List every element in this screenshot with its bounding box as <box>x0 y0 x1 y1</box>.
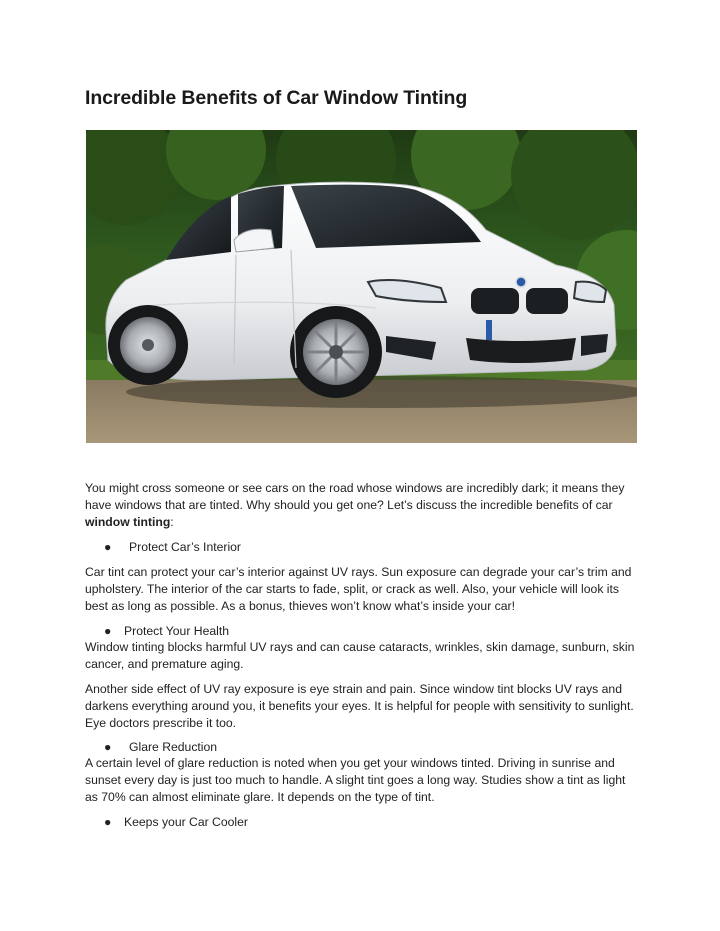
white-sedan-photo <box>86 130 637 443</box>
car-illustration <box>86 130 637 443</box>
bullet-icon: ● <box>104 740 112 754</box>
page-title: Incredible Benefits of Car Window Tinting <box>85 87 468 109</box>
intro-paragraph <box>85 480 640 531</box>
paragraph-protect-interior: Car tint can protect your car’s interior against UV rays. Sun exposure can degrade your car’s trim and upholstery. The interior of the car starts to fade, split, or crack as well. Also, your vehicle will look its best as long as possible. As a bonus, thieves won’t know what’s inside your car! <box>85 565 632 613</box>
intro-text: You might cross someone or see cars on the road whose windows are incredibly dark; it means they have windows that are tinted. Why should you get one? Let’s discuss the incredible benefits of car <box>85 481 625 512</box>
bullet-icon: ● <box>104 815 112 829</box>
section-heading: Protect Your Health <box>124 624 230 638</box>
paragraph-glare-reduction: A certain level of glare reduction is noted when you get your windows tinted. Driving in sunrise and sunset every day is just too much to handle. A slight tint goes a long way. Studies show a tint as light as 70% can almost eliminate glare. It depends on the type of tint. <box>85 756 626 804</box>
bullet-protect-health <box>104 623 229 640</box>
bullet-protect-interior <box>104 539 241 556</box>
paragraph-protect-health-2: Another side effect of UV ray exposure is eye strain and pain. Since window tint blocks UV rays and darkens everything around you, it benefits your eyes. It is helpful for people with sensitivity to sunlight. Eye doctors prescribe it too. <box>85 682 634 730</box>
bullet-keeps-car-cooler <box>104 814 248 831</box>
intro-colon: : <box>170 515 174 529</box>
section-heading: Keeps your Car Cooler <box>124 815 248 829</box>
section-heading: Protect Car’s Interior <box>129 540 241 554</box>
bullet-icon: ● <box>104 540 112 554</box>
section-heading: Glare Reduction <box>129 740 218 754</box>
bullet-glare-reduction <box>104 739 217 756</box>
bullet-icon: ● <box>104 624 112 638</box>
paragraph-protect-health-1: Window tinting blocks harmful UV rays and can cause cataracts, wrinkles, skin damage, sunburn, skin cancer, and premature aging. <box>85 640 635 671</box>
window-tinting-link: window tinting <box>85 515 171 529</box>
